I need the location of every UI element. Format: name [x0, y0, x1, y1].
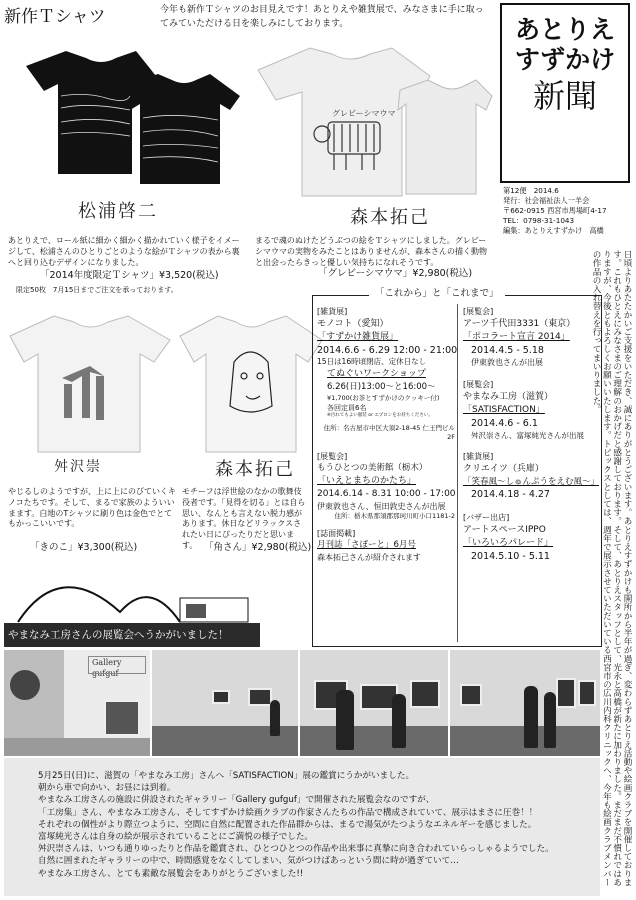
venue: クリエイツ（兵庫）: [463, 463, 544, 474]
visit-paragraph: 舛沢崇さんは、いつも通りゆったりと作品を鑑賞され、ひとつひとつの作品や出来事に真摯に向き合われていらっしゃるようでした。: [38, 844, 554, 855]
kinoko-tshirt-image: [4, 306, 174, 456]
visit-paragraph: 「工房集」さん、やまなみ工房さん、そしてすずかけ絵画クラブの作家さんたちの作品で構成されていて、展示はまさに圧巻！！: [38, 807, 538, 818]
masthead-title-1: あとりえ: [514, 15, 615, 44]
visit-paragraph: やまなみ工房さんの施設に併設されたギャラリー「Gallery gufguf」で開催された展覧会なのですが、: [38, 795, 435, 806]
venue: アートスペースIPPO: [463, 524, 546, 535]
event-date: 2014.4.6 - 6.1: [471, 417, 538, 429]
event-title: 「いえとまちのかたち」: [317, 475, 417, 486]
signature-morimoto-2: 森本拓己: [215, 459, 295, 480]
schedule-title: 「これから」と「これまで」: [369, 288, 505, 301]
publisher: 発行：社会福祉法人一羊会: [503, 196, 590, 206]
event-title: 月刊誌「さぽーと」6月号: [317, 540, 416, 551]
white-tshirt-images: [250, 30, 495, 200]
visit-paragraph: 自然に囲まれたギャラリーの中で、時間感覚をなくしてしまい、気がつけばあっという間に時が過ぎていて…: [38, 856, 459, 867]
event-title: 「SATISFACTION」: [463, 404, 545, 415]
venue: もうひとつの美術館（栃木）: [317, 463, 428, 474]
cat-label: [雑貨展]: [463, 452, 494, 462]
visit-paragraph: 富塚純光さんは自身の絵が展示されていることにご満悦の様子でした。: [38, 832, 314, 843]
address: 住所：名古屋市中区大須2-18-45 仁王門ビル2F: [323, 423, 455, 442]
masthead-title-3: 新聞: [532, 77, 597, 115]
visit-paragraph: 朝から車で向かい、お昼には到着。: [38, 783, 176, 794]
cat-label: [誌面掲載]: [317, 528, 356, 538]
schedule-divider: [457, 304, 458, 642]
venue: モノコト（愛知）: [317, 318, 389, 329]
event-title: 「いろいろパレード」: [463, 537, 554, 548]
workshop-capacity: 各回定員6名: [327, 404, 367, 413]
zebra-drawing-label: グレビーシマウマ: [332, 109, 396, 118]
schedule-right: [463, 306, 599, 564]
shirt-4-price: 「角さん」¥2,980(税込): [204, 542, 312, 553]
address: 〒662-0915 西宮市馬場町4-17: [503, 206, 607, 216]
gallery-room-photo: [450, 650, 600, 756]
shirt-2-price: 「グレビーシマウマ」¥2,980(税込): [318, 268, 473, 279]
cat-label: [バザー出店]: [463, 513, 510, 523]
masthead: [500, 3, 630, 183]
event-date: 2014.5.10 - 5.11: [471, 550, 550, 562]
visit-paragraph: それぞれの個性がより際立つように、空間に自然に配置された作品群からは、まるで湯気がたつようなエネルギーを感じました。: [38, 819, 537, 830]
artists: 森本拓己さんが紹介されます: [317, 552, 421, 562]
cat-label: [雑貨展]: [317, 307, 348, 316]
address: 住所：栃木県那須郡那珂川町小口1181-2: [334, 512, 455, 521]
event-title: 「笑春風～しゅんぷうをえむ風～」: [463, 477, 600, 488]
gallery-sign: Gallery gufguf: [92, 658, 122, 678]
cat-label: [展覧会]: [463, 380, 494, 390]
schedule-left: [317, 306, 458, 563]
venue: アーツ千代田3331（東京）: [463, 318, 576, 329]
venue: やまなみ工房（滋賀）: [463, 391, 554, 402]
arc-doodle: [10, 568, 270, 624]
masthead-title-2: すずかけ: [514, 45, 616, 74]
shirt-1-price: 「2014年度限定Ｔシャツ」¥3,520(税込): [40, 270, 219, 281]
cat-label: [展覧会]: [317, 451, 348, 461]
schedule-box: [312, 288, 602, 647]
event-date: 2014.4.18 - 4.27: [471, 489, 550, 501]
event-title: 「ポコラート宣言 2014」: [463, 331, 570, 342]
signature-masuzawa: 舛沢崇: [54, 459, 102, 475]
workshop-note: ※汚れてもよい服装 or エプロンをお持ちください。: [327, 413, 433, 419]
signature-matsuura: 松浦啓二: [78, 201, 158, 222]
visit-report: [4, 758, 600, 896]
event-date: 2014.6.14 - 8.31 10:00 - 17:00: [317, 488, 456, 499]
shirt-4-desc: モチーフは浮世絵のなかの歌舞伎役者です。「見得を切る」とは自ら思い、なんとも言えない脱力感があります。休日などリラックスされたい日にぴったりだと思います。: [182, 487, 306, 550]
gallery-hall-photo: [152, 650, 298, 756]
visit-paragraph: やまなみ工房さん、とても素敵な展覧会をありがとうございました!!: [38, 868, 304, 879]
workshop-title: てぬぐいワークショップ: [327, 369, 426, 380]
issue: 第12便 2014.6: [503, 186, 559, 195]
editor: 編集：あとりえすずかけ 高橋: [503, 226, 604, 236]
event-date: 2014.6.6 - 6.29 12:00 - 21:00: [317, 344, 458, 356]
tel: TEL：0798-31-1043: [503, 216, 575, 226]
shirt-2-desc: まるで魂のぬけたどうぶつの絵をＴシャツにしました。グレビーシマウマの実物をみたことはありませんが、森本さんの描く動物と出会ったらきっと優しい気持ちになれそうです。: [255, 236, 487, 267]
cat-label: [展覧会]: [463, 307, 494, 316]
workshop-date: 6.26(日)13:00〜と16:00〜: [327, 382, 436, 393]
shirt-3-desc: やじるしのようですが、上に上にのびていくキノコたちです。そして、まるで家族のよういいまます。白地のTシャツに刷り色は金色でとてもかっこいいです。: [8, 487, 176, 529]
event-title: 「すずかけ雑貨展」: [317, 331, 399, 342]
visit-paragraph: 5月25日(日)に、滋賀の「やまなみ工房」さんへ「SATISFACTION」展の鑑賞にうかがいました。: [38, 771, 415, 781]
artists: 舛沢崇さん、富塚純光さんが出展: [471, 430, 584, 440]
gallery-visitors-photo: [300, 650, 448, 756]
artists: 伊東敦也さんが出展: [471, 358, 543, 368]
gallery-entrance-photo: [4, 650, 150, 756]
intro-text: 今年も新作Ｔシャツのお目見えです！あとりえや雑貨展で、みなさまに手に取ってみていただける日を楽しみにしております。: [160, 5, 484, 29]
visit-banner: やまなみ工房さんの展覧会へうかがいました！: [4, 623, 260, 647]
kakusan-tshirt-image: [176, 306, 326, 456]
black-tshirt-images: [6, 36, 246, 196]
editorial-column: 日頃よりあたたかいご支援をいただき、誠にありがとうございます。あとりえすずかけも開所から半年が過ぎ、変わらずあとりえ活動や絵画クラブを開催しております。これもひとえにみなさまのご理解のおかげだと感謝しております。そして、あとりえスタッフとして、光永と髙橋が新たに加わりました。まだまだ不慣れではありますが、今後ともよろしくお願いいたします。トピックスとしては、週年で展示させていただいている西宮市の広川内科クリニックへ、今年も絵画クラブメンバーの作品の入れ替えを行ってまいりました。: [591, 250, 632, 887]
workshop-fee: ¥1,700(お茶とすずかけのクッキー付): [327, 393, 440, 402]
signature-morimoto-1: 森本拓己: [350, 207, 430, 228]
note: 15日は16時頃閉店、定休日なし: [317, 357, 427, 367]
section-title: 新作Ｔシャツ: [4, 7, 106, 27]
shirt-3-price: 「きのこ」¥3,300(税込): [30, 542, 138, 553]
shirt-1-note: 限定50枚 7月15日までご注文を承っております。: [16, 286, 178, 294]
artists: 伊東敦也さん、恒田敦史さんが出展: [317, 501, 446, 511]
shirt-1-desc: あとりえで、ロール紙に細かく細かく描かれていく様子をイメージして、松浦さんのひとりごとのような絵がＴシャツの表から裏へと回り込むデザインになりました。: [8, 236, 240, 267]
masthead-info: [503, 186, 633, 236]
event-date: 2014.4.5 - 5.18: [471, 344, 544, 356]
